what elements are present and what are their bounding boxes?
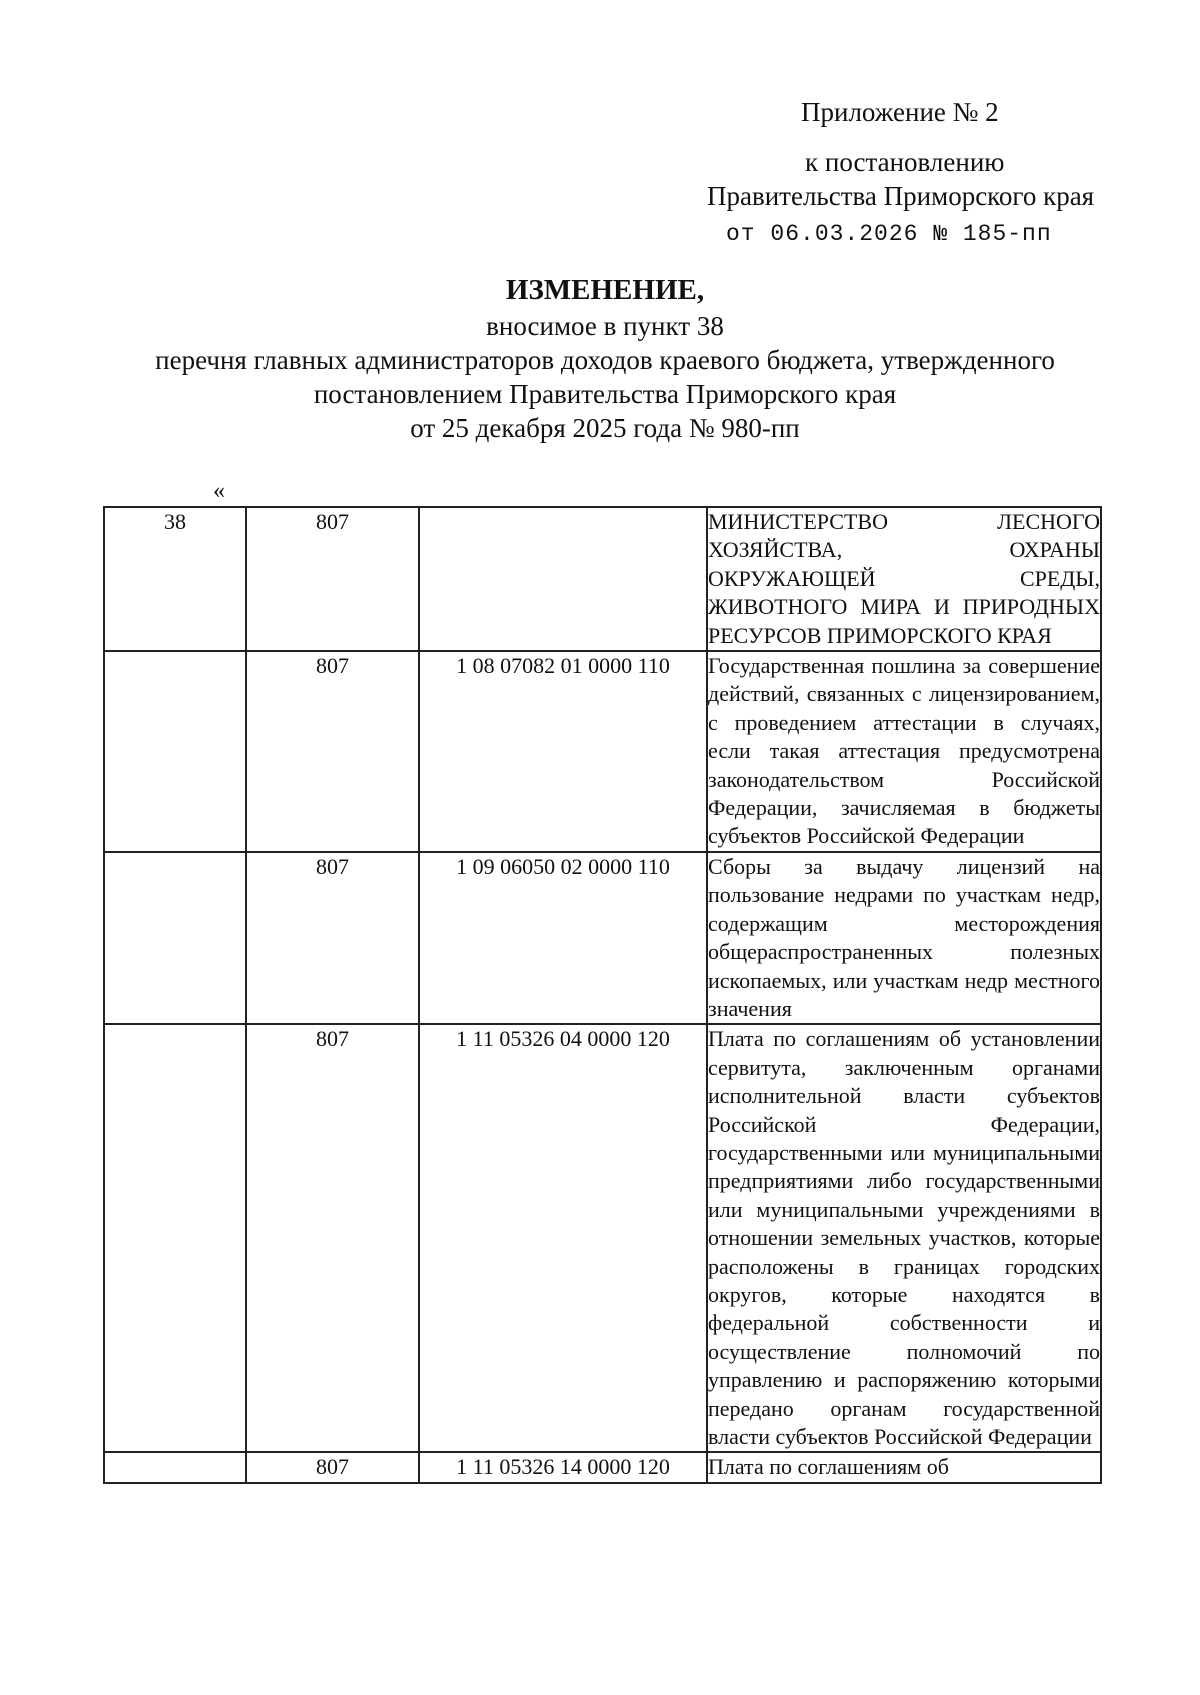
revenue-administrators-table [103, 506, 1102, 1484]
row-number-cell: 38 [104, 507, 246, 651]
heading-line: постановлением Правительства Приморского края [313, 379, 897, 409]
row-number-cell [104, 651, 246, 852]
name-cell [707, 651, 1101, 852]
name-text: Плата по соглашениям об установлении сервитута, заключенным органами исполнительной власти субъектов Российской Федерации, государственными или муниципальными предприятиями либо государственными или муниципальными учреждениями в отношении земельных участков, которые расположены в границах городских округов, которые находятся в федеральной собственности и осуществление полномочий по управлению и распоряжению которыми передано органам государственной власти субъектов Российской Федерации [708, 1026, 1100, 1449]
admin-code-cell: 807 [246, 507, 419, 651]
admin-code-cell: 807 [246, 651, 419, 852]
table-row [104, 1024, 1101, 1452]
admin-code-cell: 807 [246, 1452, 419, 1482]
table-row [104, 1452, 1101, 1482]
name-text: Сборы за выдачу лицензий на пользование недрами по участкам недр, содержащим месторождения общераспространенных полезных ископаемых, или участкам недр местного значения [708, 853, 1100, 1021]
document-title: ИЗМЕНЕНИЕ, [505, 274, 705, 306]
appendix-block [690, 95, 1130, 251]
appendix-ref: к постановлению [805, 147, 1005, 177]
row-number-cell [104, 1024, 246, 1452]
heading-line: вносимое в пункт 38 [486, 311, 724, 341]
name-cell [707, 1024, 1101, 1452]
name-text: Государственная пошлина за совершение действий, связанных с лицензированием, с проведением аттестации в случаях, если такая аттестация предусмотрена законодательством Российской Федерации, зачисляемая в бюджеты субъектов Российской Федерации [708, 653, 1100, 849]
appendix-number: Приложение № 2 [801, 97, 999, 127]
registration-stamp: от 06.03.2026 № 185-пп [726, 221, 1052, 247]
budget-code-cell: 1 09 06050 02 0000 110 [419, 852, 707, 1024]
name-cell [707, 507, 1101, 651]
name-text: МИНИСТЕРСТВО ЛЕСНОГО ХОЗЯЙСТВА, ОХРАНЫ ОКРУЖАЮЩЕЙ СРЕДЫ, ЖИВОТНОГО МИРА И ПРИРОДНЫХ РЕСУРСОВ ПРИМОРСКОГО КРАЯ [708, 509, 1100, 648]
row-number-cell [104, 1452, 246, 1482]
table-row [104, 852, 1101, 1024]
document-heading [100, 273, 1110, 445]
name-text: Плата по соглашениям об [708, 1454, 949, 1480]
heading-line: от 25 декабря 2025 года № 980-пп [410, 413, 800, 443]
budget-code-cell [419, 507, 707, 651]
admin-code-cell: 807 [246, 852, 419, 1024]
table-row [104, 651, 1101, 852]
appendix-authority: Правительства Приморского края [707, 181, 1095, 211]
budget-code-cell: 1 11 05326 04 0000 120 [419, 1024, 707, 1452]
heading-line: перечня главных администраторов доходов краевого бюджета, утвержденного [155, 345, 1055, 375]
name-cell [707, 1452, 1101, 1482]
name-cell [707, 852, 1101, 1024]
budget-code-cell: 1 11 05326 14 0000 120 [419, 1452, 707, 1482]
table-row [104, 507, 1101, 651]
opening-quote: « [213, 478, 225, 504]
budget-code-cell: 1 08 07082 01 0000 110 [419, 651, 707, 852]
admin-code-cell: 807 [246, 1024, 419, 1452]
row-number-cell [104, 852, 246, 1024]
